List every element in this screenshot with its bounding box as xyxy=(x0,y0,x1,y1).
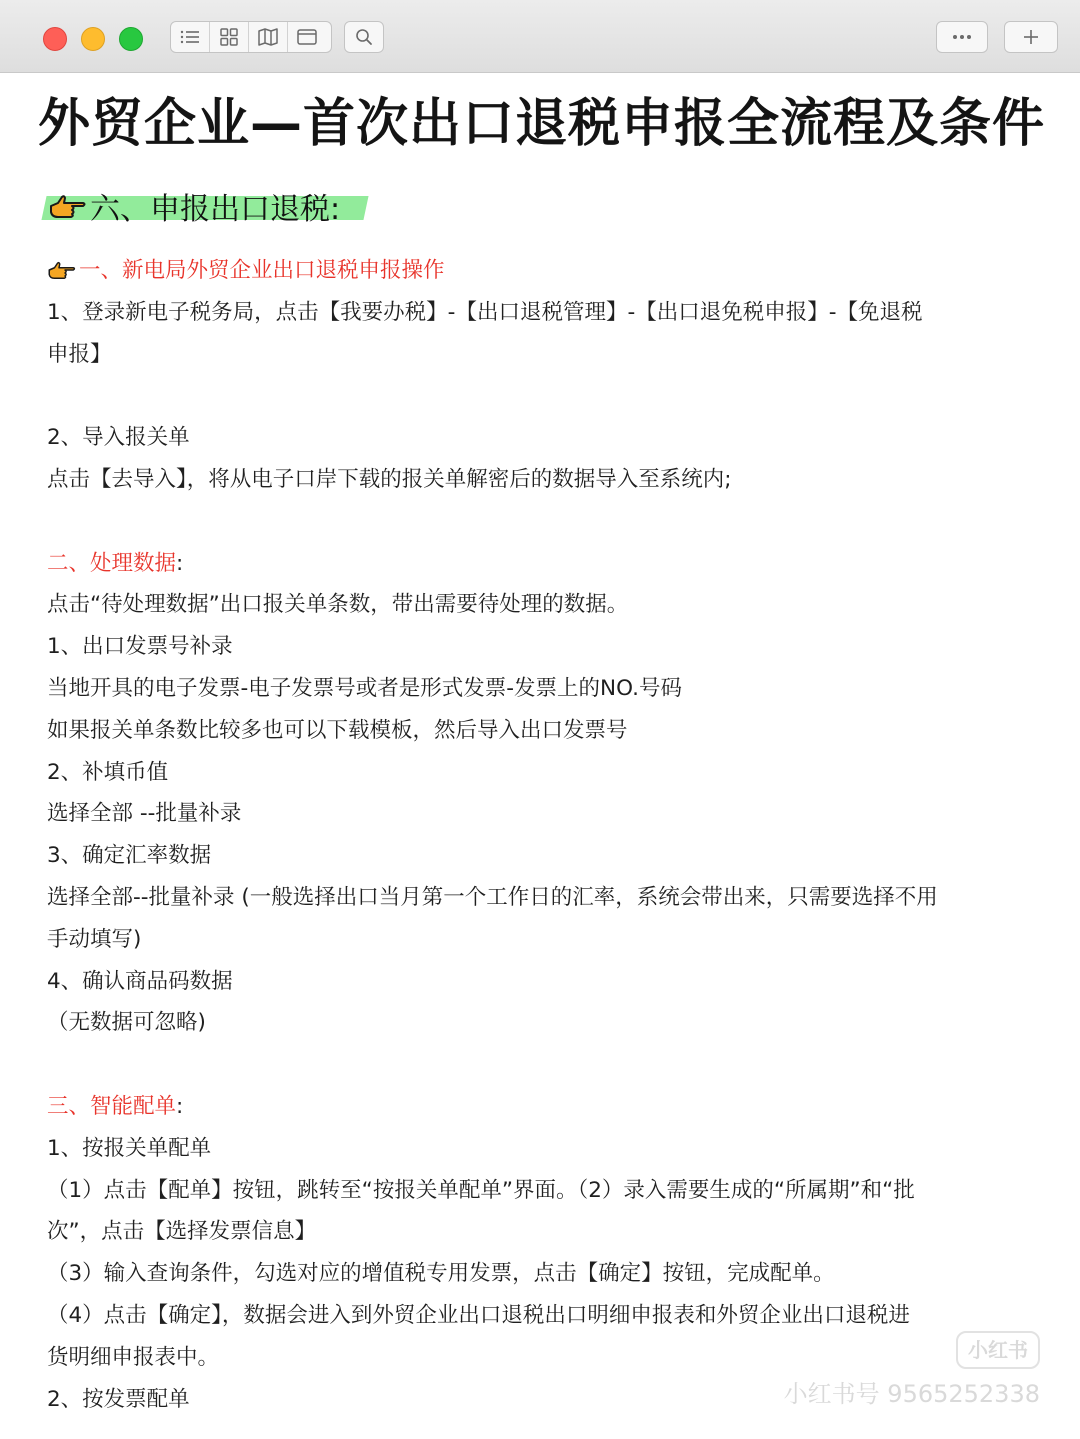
blank-line xyxy=(47,1044,1037,1086)
new-item-button[interactable] xyxy=(1004,21,1058,53)
text-line: 2、按发票配单 xyxy=(47,1386,190,1412)
window-icon xyxy=(297,29,317,45)
text-line: 申报】 xyxy=(47,341,112,367)
grid-icon xyxy=(220,28,238,46)
window-view-button[interactable] xyxy=(288,22,326,52)
text-line: 手动填写) xyxy=(47,926,142,952)
subheading-2 xyxy=(47,543,1037,585)
text-line: 货明细申报表中。 xyxy=(47,1344,220,1370)
pointing-hand-icon xyxy=(47,261,77,282)
watermark-logo: 小红书 xyxy=(956,1331,1040,1369)
subheading-2-colon: : xyxy=(176,550,184,576)
more-button[interactable] xyxy=(936,21,988,53)
view-toolbar xyxy=(170,21,332,53)
watermark xyxy=(784,1331,1040,1409)
list-view-button[interactable] xyxy=(171,22,210,52)
window-titlebar xyxy=(0,0,1080,73)
text-line: 1、登录新电子税务局，点击【我要办税】-【出口退税管理】-【出口退免税申报】-【免退税 xyxy=(47,299,923,325)
text-line: 3、确定汇率数据 xyxy=(47,843,212,869)
search-icon xyxy=(355,28,373,46)
text-line: 当地开具的电子发票-电子发票号或者是形式发票-发票上的NO.号码 xyxy=(47,675,682,701)
text-line: 点击【去导入】，将从电子口岸下载的报关单解密后的数据导入至系统内; xyxy=(47,466,732,492)
text-line: 如果报关单条数比较多也可以下载模板，然后导入出口发票号 xyxy=(47,717,628,743)
text-line: 1、按报关单配单 xyxy=(47,1135,212,1161)
text-line: （1）点击【配单】按钮，跳转至“按报关单配单”界面。（2）录入需要生成的“所属期”和“批 xyxy=(47,1177,915,1203)
search-button[interactable] xyxy=(344,21,384,53)
subheading-1 xyxy=(47,250,1037,292)
map-view-button[interactable] xyxy=(249,22,288,52)
page-title: 外贸企业—首次出口退税申报全流程及条件 xyxy=(38,94,1046,154)
text-line: 次”，点击【选择发票信息】 xyxy=(47,1219,317,1245)
section-heading-text: 六、申报出口退税: xyxy=(90,192,341,227)
subheading-2-text: 二、处理数据 xyxy=(47,550,177,576)
blank-line xyxy=(47,501,1037,543)
more-icon xyxy=(951,34,973,40)
watermark-text: 小红书号 9565252338 xyxy=(783,1380,1040,1408)
text-line: （无数据可忽略) xyxy=(47,1010,206,1036)
text-line: 4、确认商品码数据 xyxy=(47,968,233,994)
subheading-3 xyxy=(47,1086,1037,1128)
text-line: （4）点击【确定】，数据会进入到外贸企业出口退税出口明细申报表和外贸企业出口退税进 xyxy=(47,1302,910,1328)
blank-line xyxy=(47,375,1037,417)
article-body xyxy=(47,250,1037,1420)
text-line: 选择全部 --批量补录 xyxy=(47,801,242,827)
subheading-3-colon: : xyxy=(176,1093,184,1119)
text-line: 2、导入报关单 xyxy=(47,425,190,451)
grid-view-button[interactable] xyxy=(210,22,249,52)
close-window-button[interactable] xyxy=(43,27,67,51)
text-line: 点击“待处理数据”出口报关单条数，带出需要待处理的数据。 xyxy=(47,592,629,618)
minimize-window-button[interactable] xyxy=(81,27,105,51)
text-line: （3）输入查询条件，勾选对应的增值税专用发票，点击【确定】按钮，完成配单。 xyxy=(47,1261,835,1287)
map-icon xyxy=(258,28,278,46)
plus-icon xyxy=(1022,28,1040,46)
subheading-1-text: 一、新电局外贸企业出口退税申报操作 xyxy=(79,258,445,283)
text-line: 选择全部--批量补录 (一般选择出口当月第一个工作日的汇率，系统会带出来，只需要选择不用 xyxy=(47,884,938,910)
subheading-3-text: 三、智能配单 xyxy=(47,1093,177,1119)
text-line: 1、出口发票号补录 xyxy=(47,634,233,660)
list-icon xyxy=(180,29,200,45)
section-heading xyxy=(44,182,340,230)
text-line: 2、补填币值 xyxy=(47,759,169,785)
zoom-window-button[interactable] xyxy=(119,27,143,51)
